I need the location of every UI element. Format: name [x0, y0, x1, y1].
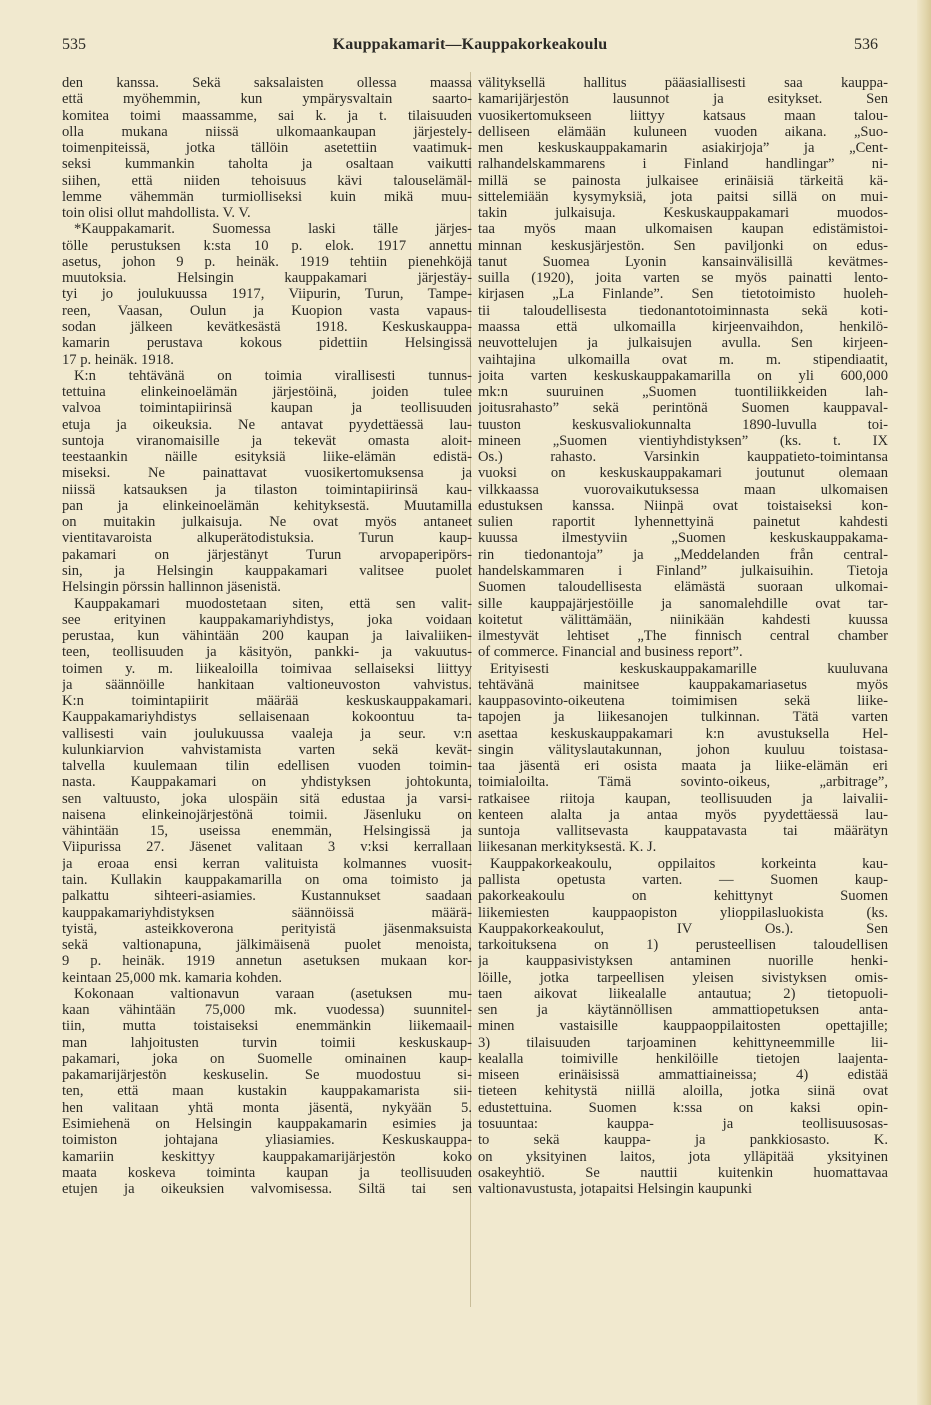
text-line: pakorkeakoulu on kehittynyt Suomen — [478, 888, 888, 905]
text-line: vilkkaassa vuorovaikutuksessa maan ulkomaisen — [478, 481, 888, 498]
text-line: ja säännöille hankitaan valtioneuvoston vahvistus. — [62, 676, 472, 693]
text-line: sen valtuusto, joka ulospäin sitä edustaa ja varsi- — [62, 790, 472, 807]
text-line: neuvottelujen ja julkaisujen avulla. Sen kirjeen- — [478, 335, 888, 352]
text-line: etujen ja oikeuksien valvomisessa. Siltä tai sen — [62, 1181, 472, 1198]
text-line: 17 p. heinäk. 1918. — [62, 351, 174, 368]
text-line: tyi jo joulukuussa 1917, Viipurin, Turun, Tampe- — [62, 286, 472, 303]
text-line: see erityinen kauppakamariyhdistys, joka voidaan — [62, 611, 472, 628]
text-line: Kokonaan valtionavun varaan (asetuksen mu- — [74, 985, 472, 1002]
text-line: suntoja vallitsevasta kauppatavasta tai määrätyn — [478, 823, 888, 840]
left-column — [62, 75, 472, 1197]
text-line: sulien raportit lyhennettyinä painetut kahdesti — [478, 514, 888, 531]
text-line: takin julkaisuja. Keskuskauppakamari muodos- — [478, 205, 888, 222]
text-line: *Kauppakamarit. Suomessa laski tälle järjes- — [74, 221, 472, 238]
text-line: K:n tehtävänä on toimia virallisesti tunnus- — [74, 367, 472, 384]
text-line: miseksi. Ne painattavat vuosikertomuksensa ja — [62, 465, 472, 482]
text-line: tettuina elinkeinoelämän järjestöinä, joiden tulee — [62, 384, 472, 401]
text-line: tehtävänä mainitsee kauppakamariasetus myös — [478, 676, 888, 693]
text-line: kulunkiarvion vahvistamista varten sekä kevät- — [62, 741, 472, 758]
text-line: tiin, mutta toistaiseksi enemmänkin liikemaail- — [62, 1018, 472, 1035]
text-line: palkattu sihteeri-asiamies. Kustannukset saadaan — [62, 888, 472, 905]
text-line: vallisesti vain joulukuussa vaaleja ja seur. v:n — [62, 725, 472, 742]
text-line: tuuston keskusvaliokunnalta 1890-luvulla toi- — [478, 416, 888, 433]
text-line: Helsingin pörssin hallinnon jäsenistä. — [62, 579, 281, 596]
text-line: valvoa toimintapiirinsä kaupan ja teollisuuden — [62, 400, 472, 417]
text-line: sille kauppajärjestöille ja sanomalehdille ovat tar- — [478, 595, 888, 612]
text-line: Erityisesti keskuskauppakamarille kuuluvana — [490, 660, 888, 677]
text-line: toimen y. m. liikealoilla toimivaa sellaiseksi liittyy — [62, 660, 472, 677]
text-line: talvella kuulemaan tilin edellisen vuoden toimin- — [62, 758, 472, 775]
text-line: että myöhemmin, kun ympärysvaltain saarto- — [62, 91, 472, 108]
text-line: on yksityinen laitos, jota ylläpitää yksityinen — [478, 1148, 888, 1165]
text-line: naisena elinkeinojärjestönä toimii. Jäsenluku on — [62, 806, 472, 823]
text-line: tosuuntaa: kauppa- ja teollisuusosas- — [478, 1116, 888, 1132]
text-line: tölle perustuksen k:sta 10 p. elok. 1917 annettu — [62, 237, 472, 254]
text-line: vuosikertomukseen liittyy katsaus maan talou- — [478, 107, 888, 124]
text-line: perustaa, kun vähintään 200 kaupan ja laivaliiken- — [62, 628, 472, 645]
text-line: toimiston johtajana yliasiamies. Keskuskauppa- — [62, 1132, 472, 1149]
text-line: tieteen kehitystä niillä aloilla, jotka siinä ovat — [478, 1083, 888, 1100]
text-line: ralhandelskammarens i Finland handlingar” ni- — [478, 156, 888, 173]
text-line: kirjasen „La Finlande”. Sen tietotoimisto huoleh- — [478, 286, 888, 303]
text-line: Viipurissa 27. Jäsenet valitaan 3 v:ksi kerrallaan — [62, 839, 472, 856]
text-line: minnan keskusjärjestön. Sen paviljonki on edus- — [478, 237, 888, 254]
text-line: vuoksi on keskuskauppakamari joutunut olemaan — [478, 465, 888, 482]
text-line: niissä katsauksen ja tilaston toimintapiirinsä kau- — [62, 481, 472, 498]
text-line: liikemiesten kauppaopiston ylioppilasluokista (ks. — [478, 904, 888, 921]
text-line: kamarin perustava kokous pidettiin Helsingissä — [62, 335, 472, 352]
text-line: asettaa keskuskauppakamari k:n avustuksella Hel- — [478, 725, 888, 742]
text-line: handelskammaren i Finland” julkaisuihin. Tietoja — [478, 562, 888, 579]
text-line: sin, ja Helsingin kauppakamari valitsee puolet — [62, 562, 472, 579]
text-line: liikesanan merkityksestä. K. J. — [478, 839, 657, 856]
text-line: vaihtajina ulkomailla ovat m. m. stipendiaatit, — [478, 351, 888, 368]
text-line: delliseen elämään kuluneen vuoden aikana. „Suo- — [478, 123, 888, 140]
text-line: Os.) rahasto. Varsinkin kauppatieto-toimintansa — [478, 449, 888, 466]
text-line: edustuksen kanssa. Niinpä ovat toistaiseksi kon- — [478, 497, 888, 514]
text-line: kauppasovinto-oikeutena toimimisen sekä liike- — [478, 693, 888, 710]
text-line: teen, teollisuuden ja käsityön, pankki- ja vakuutus- — [62, 644, 472, 661]
text-line: joitusrahasto” sekä perintönä Suomen kauppaval- — [478, 400, 888, 417]
text-line: 3) tilaisuuden tarjoaminen kehittyneemmille lii- — [478, 1034, 888, 1051]
text-line: suntoja viranomaisille ja tekevät omasta aloit- — [62, 432, 472, 449]
text-line: Kauppakorkeakoulut, IV Os.). Sen — [478, 920, 888, 937]
text-line: kamariin keskittyy kauppakamarijärjestön koko — [62, 1148, 472, 1165]
text-line: man lahjoitusten turvin toimii keskuskaup- — [62, 1034, 472, 1051]
text-line: keintaan 25,000 mk. kamaria kohden. — [62, 969, 283, 986]
text-line: toimialoilta. Tämä sovinto-oikeus, „arbitrage”, — [478, 774, 888, 791]
running-title: Kauppakamarit—Kauppakorkeakoulu — [332, 36, 608, 53]
text-line: valtionavustusta, jotapaitsi Helsingin kaupunki — [478, 1181, 753, 1198]
text-line: hen valitaan yhtä monta jäsentä, nykyään 5. — [62, 1099, 472, 1116]
text-line: sen ja käytännöllisen ammattiopetuksen anta- — [478, 1002, 888, 1019]
text-line: mineen „Suomen vientiyhdistyksen” (ks. t. IX — [478, 432, 888, 449]
text-line: K:n toimintapiirit määrää keskuskauppakamari. — [62, 693, 472, 710]
text-line: asetus, johon 9 p. heinäk. 1919 tehtiin pienehköjä — [62, 253, 472, 270]
text-line: komitea toimi maassamme, sai k. ja t. tilaisuuden — [62, 107, 472, 124]
text-line: tain. Kullakin kauppakamarilla on oma toimisto ja — [62, 872, 472, 889]
text-line: tii taloudellisesta tiedonantotoiminnasta sekä koti- — [478, 302, 888, 319]
text-line: men keskuskauppakamarin asiakirjoja” ja „Cent- — [478, 140, 888, 157]
text-line: mk:n suuruinen „Suomen tuontiliikkeiden lah- — [478, 384, 888, 401]
right-page-number: 536 — [854, 36, 878, 53]
text-line: tapojen ja liikesanojen tulkinnan. Tätä varten — [478, 709, 888, 726]
right-column — [478, 75, 888, 1197]
text-line: kamarijärjestön lausunnot ja esitykset. Sen — [478, 91, 888, 108]
text-line: ten, että maan kustakin kauppakamarista sii- — [62, 1083, 472, 1100]
text-line: sekä valtionapuna, jälkimäisenä puolet menoista, — [62, 937, 472, 954]
text-line: kauppakamariyhdistyksen säännöissä määrä- — [62, 904, 472, 921]
text-line: löille, jotka tarpeellisen yleisen sivistyksen omis- — [478, 969, 888, 986]
text-line: tyistä, asteikkoverona perityistä jäsenmaksuista — [62, 920, 472, 937]
text-line: lemme vähemmän turmiolliseksi kuin mikä muu- — [62, 188, 472, 205]
text-line: vientitavaroista alkuperätodistuksia. Turun kaup- — [62, 530, 472, 547]
text-line: to sekä kauppa- ja pankkiosasto. K. — [478, 1132, 888, 1149]
text-line: pakamari, joka on Suomelle ominainen kaup- — [62, 1050, 472, 1067]
text-line: 9 p. heinäk. 1919 annetun asetuksen mukaan kor- — [62, 953, 472, 970]
text-line: ja kauppasivistyksen antaminen nuorille henki- — [478, 953, 888, 970]
text-line: minen vastaisille kauppaoppilaitosten opettajille; — [478, 1018, 888, 1035]
text-line: tarkoituksena on 1) perusteellisen taloudellisen — [478, 937, 888, 954]
running-header — [62, 36, 878, 58]
page-edge — [917, 0, 931, 1405]
text-line: kaan vähintään 75,000 mk. vuodessa) suunnitel- — [62, 1002, 472, 1019]
text-line: osakeyhtiö. Se nauttii kuitenkin huomattavaa — [478, 1164, 888, 1181]
text-line: toimenpiteissä, jotka tällöin asetettiin vaatimuk- — [62, 140, 472, 157]
text-line: pallista opetusta varten. — Suomen kaup- — [478, 872, 888, 889]
text-line: sittelemiään kysymyksiä, jota paitsi sillä on mui- — [478, 188, 888, 205]
text-line: ja eroaa ensi kerran valituista kolmannes vuosit- — [62, 855, 472, 872]
text-line: taa jäsentä eri osista maata ja liike-elämän eri — [478, 758, 888, 775]
text-line: ratkaisee riitoja kaupan, teollisuuden ja laivalii- — [478, 790, 888, 807]
text-line: Esimiehenä on Helsingin kauppakamarin esimies ja — [62, 1116, 472, 1132]
text-line: muutoksia. Helsingin kauppakamari järjestäy- — [62, 270, 472, 287]
text-line: kealalla toimiville henkilöille tietojen laajenta- — [478, 1050, 888, 1067]
text-line: kuussa ilmestyviin „Suomen keskuskauppakama- — [478, 530, 888, 547]
text-line: taen aikovat liikealalle antautua; 2) tietopuoli- — [478, 985, 888, 1002]
text-line: rin tiedonantoja” ja „Meddelanden från central- — [478, 546, 888, 563]
text-line: sodan jälkeen kevätkesästä 1918. Keskuskauppa- — [62, 318, 472, 335]
text-line: Kauppakamari muodostetaan siten, että sen valit- — [74, 595, 472, 612]
text-line: miseen erinäisissä ammattiaineissa; 4) edistää — [478, 1067, 888, 1084]
text-line: singin välityslautakunnan, johon kuuluu toistasa- — [478, 741, 888, 758]
text-line: maassa että ulkomailla kirjeenvaihdon, henkilö- — [478, 318, 888, 335]
text-line: Kauppakorkeakoulu, oppilaitos korkeinta kau- — [490, 855, 888, 872]
text-line: millä se painosta julkaisee erinäisiä tärkeitä kä- — [478, 172, 888, 189]
text-line: Kauppakamariyhdistys sellaisenaan kokoontuu ta- — [62, 709, 472, 726]
text-line: pan ja elinkeinoelämän kehityksestä. Muutamilla — [62, 497, 472, 514]
text-line: vähintään 15, useissa enemmän, Helsingissä ja — [62, 823, 472, 840]
text-line: kenteen alalta ja antaa myös pyydettäessä lau- — [478, 806, 888, 823]
text-line: toin olisi ollut mahdollista. V. V. — [62, 205, 251, 222]
text-line: joita varten keskuskauppakamarilla on yli 600,000 — [478, 367, 888, 384]
text-line: maata koskeva toiminta kaupan ja teollisuuden — [62, 1164, 472, 1181]
text-line: edustettuina. Suomen k:ssa on kaksi opin- — [478, 1099, 888, 1116]
text-line: Suomen taloudellisesta elämästä suoraan ulkomai- — [478, 579, 888, 596]
text-line: on muitakin julkaisuja. Ne ovat myös antaneet — [62, 514, 472, 531]
text-line: of commerce. Financial and business report”. — [478, 644, 743, 661]
text-line: pakamarijärjestön keskuselin. Se muodostuu si- — [62, 1067, 472, 1084]
text-line: olla mukana niissä ulkomaankaupan järjestely- — [62, 123, 472, 140]
text-line: suilla (1920), joita varten se myös painatti lento- — [478, 270, 888, 287]
text-line: taa myös maan ulkomaisen kaupan edistämistoi- — [478, 221, 888, 238]
text-line: teestaankin näille esityksiä liike-elämän edistä- — [62, 449, 472, 466]
text-line: siihen, että niiden tehoisuus kävi talouselämäl- — [62, 172, 472, 189]
text-line: seksi kummankin taholta ja osaltaan vaikutti — [62, 156, 472, 173]
text-line: pakamari on järjestänyt Turun arvopaperipörs- — [62, 546, 472, 563]
text-line: den kanssa. Sekä saksalaisten ollessa maassa — [62, 75, 472, 91]
text-line: nasta. Kauppakamari on yhdistyksen johtokunta, — [62, 774, 472, 791]
text-line: etuja ja oikeuksia. Ne antavat pyydettäessä lau- — [62, 416, 472, 433]
text-line: reen, Vaasan, Oulun ja Kuopion vasta vapaus- — [62, 302, 472, 319]
text-line: koitetut välittämään, niinikään kahdesti kuussa — [478, 611, 888, 628]
text-line: ilmestyvät lehtiset „The finnisch central chamber — [478, 628, 888, 645]
text-line: välityksellä hallitus pääasiallisesti saa kauppa- — [478, 75, 888, 91]
text-line: tanut Suomea Lyonin kansainvälisillä kevätmes- — [478, 253, 888, 270]
left-page-number: 535 — [62, 36, 86, 53]
